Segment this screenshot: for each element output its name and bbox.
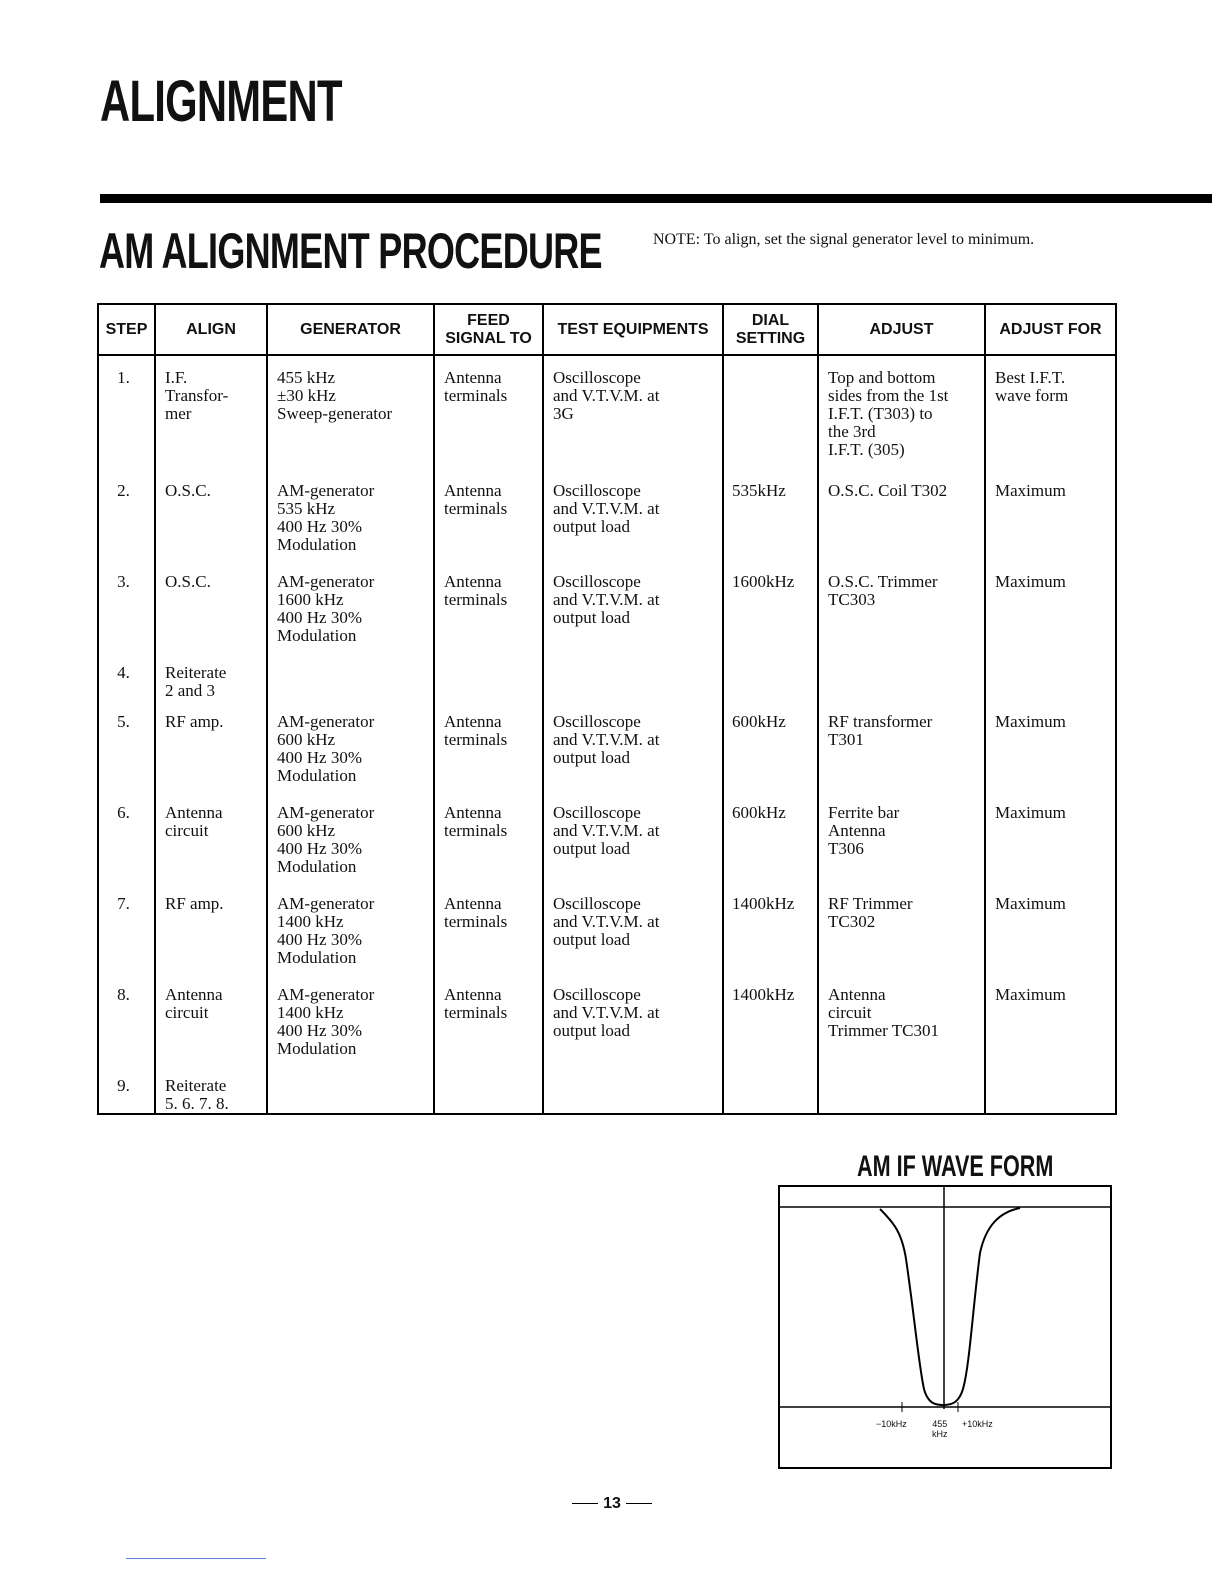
table-body — [98, 355, 1116, 1114]
cell-adjust-for: Maximum — [985, 973, 1116, 1064]
cell-adjust: O.S.C. Trimmer TC303 — [818, 560, 985, 651]
table-row — [98, 700, 1116, 791]
cell-adjust: Top and bottom sides from the 1st I.F.T. (T303) to the 3rd I.F.T. (305) — [818, 355, 985, 469]
cell-test-equipments — [543, 651, 723, 700]
cell-test-equipments: Oscilloscope and V.T.V.M. at output load — [543, 882, 723, 973]
cell-feed-signal — [434, 1064, 543, 1114]
cell-step: 9. — [98, 1064, 155, 1114]
cell-adjust — [818, 651, 985, 700]
cell-feed-signal: Antenna terminals — [434, 973, 543, 1064]
section-title: AM ALIGNMENT PROCEDURE — [99, 223, 602, 279]
cell-align: RF amp. — [155, 882, 267, 973]
header-rule — [100, 194, 1212, 203]
cell-align: I.F. Transfor- mer — [155, 355, 267, 469]
cell-test-equipments: Oscilloscope and V.T.V.M. at 3G — [543, 355, 723, 469]
table-row — [98, 469, 1116, 560]
column-header-step: STEP — [98, 304, 155, 355]
table-row — [98, 1064, 1116, 1114]
cell-adjust: Antenna circuit Trimmer TC301 — [818, 973, 985, 1064]
cell-generator — [267, 1064, 434, 1114]
cell-adjust-for: Maximum — [985, 560, 1116, 651]
column-header-adjust: ADJUST — [818, 304, 985, 355]
cell-feed-signal: Antenna terminals — [434, 469, 543, 560]
cell-test-equipments: Oscilloscope and V.T.V.M. at output load — [543, 973, 723, 1064]
cell-dial-setting: 535kHz — [723, 469, 818, 560]
cell-adjust-for: Maximum — [985, 882, 1116, 973]
cell-test-equipments: Oscilloscope and V.T.V.M. at output load — [543, 700, 723, 791]
table-row — [98, 651, 1116, 700]
cell-generator: AM-generator 1400 kHz 400 Hz 30% Modulation — [267, 882, 434, 973]
cell-generator: AM-generator 535 kHz 400 Hz 30% Modulation — [267, 469, 434, 560]
tick-label-center: 455 kHz — [932, 1419, 948, 1439]
cell-dial-setting — [723, 651, 818, 700]
column-header-align: ALIGN — [155, 304, 267, 355]
cell-adjust: Ferrite bar Antenna T306 — [818, 791, 985, 882]
cell-step: 3. — [98, 560, 155, 651]
cell-feed-signal — [434, 651, 543, 700]
column-header-adjust-for: ADJUST FOR — [985, 304, 1116, 355]
cell-feed-signal: Antenna terminals — [434, 791, 543, 882]
table-row — [98, 355, 1116, 469]
table-row — [98, 560, 1116, 651]
cell-test-equipments: Oscilloscope and V.T.V.M. at output load — [543, 469, 723, 560]
cell-adjust-for — [985, 1064, 1116, 1114]
cell-adjust: RF transformer T301 — [818, 700, 985, 791]
cell-step: 4. — [98, 651, 155, 700]
cell-align: Reiterate 5. 6. 7. 8. — [155, 1064, 267, 1114]
footer-line — [126, 1558, 266, 1559]
cell-align: O.S.C. — [155, 469, 267, 560]
cell-step: 7. — [98, 882, 155, 973]
page-number: 13 — [562, 1495, 662, 1513]
table-header-row — [98, 304, 1116, 355]
cell-step: 6. — [98, 791, 155, 882]
cell-dial-setting: 1400kHz — [723, 973, 818, 1064]
cell-generator: AM-generator 1600 kHz 400 Hz 30% Modulation — [267, 560, 434, 651]
column-header-test-equipments: TEST EQUIPMENTS — [543, 304, 723, 355]
cell-test-equipments: Oscilloscope and V.T.V.M. at output load — [543, 791, 723, 882]
cell-generator: AM-generator 600 kHz 400 Hz 30% Modulation — [267, 791, 434, 882]
column-header-feed-signal: FEED SIGNAL TO — [434, 304, 543, 355]
cell-step: 5. — [98, 700, 155, 791]
cell-adjust-for: Maximum — [985, 469, 1116, 560]
cell-adjust-for: Maximum — [985, 791, 1116, 882]
cell-test-equipments: Oscilloscope and V.T.V.M. at output load — [543, 560, 723, 651]
cell-adjust: RF Trimmer TC302 — [818, 882, 985, 973]
cell-adjust: O.S.C. Coil T302 — [818, 469, 985, 560]
column-header-generator: GENERATOR — [267, 304, 434, 355]
cell-dial-setting — [723, 355, 818, 469]
cell-dial-setting: 1400kHz — [723, 882, 818, 973]
cell-feed-signal: Antenna terminals — [434, 882, 543, 973]
cell-generator — [267, 651, 434, 700]
cell-generator: AM-generator 600 kHz 400 Hz 30% Modulation — [267, 700, 434, 791]
cell-step: 8. — [98, 973, 155, 1064]
alignment-note: NOTE: To align, set the signal generator level to minimum. — [653, 231, 1035, 248]
cell-dial-setting: 600kHz — [723, 700, 818, 791]
cell-adjust — [818, 1064, 985, 1114]
cell-adjust-for: Maximum — [985, 700, 1116, 791]
page-title: ALIGNMENT — [100, 69, 342, 134]
cell-feed-signal: Antenna terminals — [434, 700, 543, 791]
cell-generator: 455 kHz ±30 kHz Sweep-generator — [267, 355, 434, 469]
waveform-diagram — [778, 1185, 1112, 1469]
cell-dial-setting — [723, 1064, 818, 1114]
cell-align: Reiterate 2 and 3 — [155, 651, 267, 700]
table-row — [98, 882, 1116, 973]
cell-align: Antenna circuit — [155, 973, 267, 1064]
cell-generator: AM-generator 1400 kHz 400 Hz 30% Modulation — [267, 973, 434, 1064]
column-header-dial-setting: DIAL SETTING — [723, 304, 818, 355]
cell-feed-signal: Antenna terminals — [434, 560, 543, 651]
cell-align: O.S.C. — [155, 560, 267, 651]
waveform-title: AM IF WAVE FORM — [857, 1150, 1054, 1183]
cell-step: 1. — [98, 355, 155, 469]
alignment-table — [97, 303, 1117, 1115]
cell-dial-setting: 600kHz — [723, 791, 818, 882]
cell-dial-setting: 1600kHz — [723, 560, 818, 651]
cell-align: RF amp. — [155, 700, 267, 791]
cell-adjust-for — [985, 651, 1116, 700]
cell-test-equipments — [543, 1064, 723, 1114]
tick-label-minus: −10kHz — [876, 1419, 907, 1429]
table-row — [98, 791, 1116, 882]
waveform-curve — [880, 1208, 1020, 1405]
table-row — [98, 973, 1116, 1064]
cell-feed-signal: Antenna terminals — [434, 355, 543, 469]
cell-align: Antenna circuit — [155, 791, 267, 882]
cell-step: 2. — [98, 469, 155, 560]
cell-adjust-for: Best I.F.T. wave form — [985, 355, 1116, 469]
tick-label-plus: +10kHz — [962, 1419, 993, 1429]
